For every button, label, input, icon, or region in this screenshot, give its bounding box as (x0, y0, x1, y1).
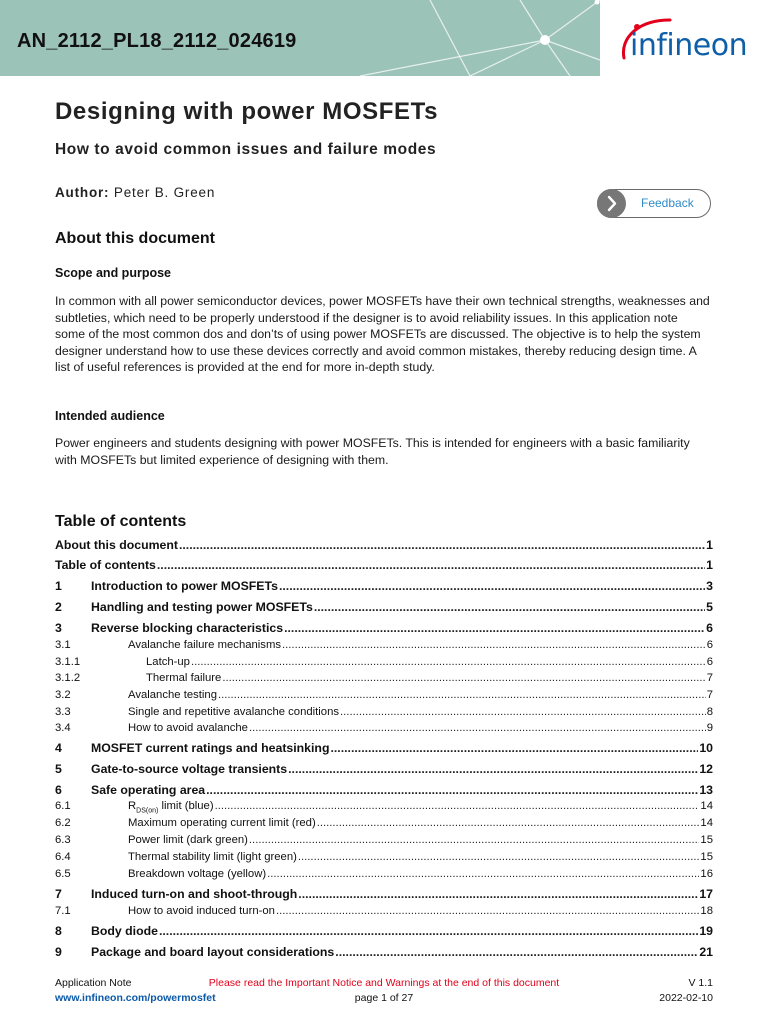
toc-entry[interactable] (55, 558, 713, 574)
toc-entry-page: 1 (706, 538, 713, 552)
toc-dot-leader (276, 905, 699, 917)
toc-entry-page: 8 (706, 706, 713, 718)
toc-entry-page: 10 (699, 741, 713, 755)
footer-notice: Please read the Important Notice and Warnings at the end of this document (208, 977, 560, 989)
toc-entry-page: 18 (700, 905, 713, 917)
toc-entry-number: 7 (55, 887, 62, 901)
infineon-logo (612, 14, 747, 70)
toc-entry[interactable] (55, 639, 713, 655)
toc-entry[interactable] (55, 741, 713, 757)
toc-entry-number: 6.2 (55, 817, 71, 829)
toc-entry-title: About this document (55, 538, 178, 552)
toc-dot-leader (340, 706, 706, 718)
toc-entry[interactable] (55, 834, 713, 850)
toc-entry[interactable] (55, 672, 713, 688)
feedback-label: Feedback (641, 196, 694, 210)
toc-entry-number: 3.1.1 (55, 656, 81, 668)
toc-entry-title: Avalanche failure mechanisms (128, 639, 282, 651)
footer-doc-type: Application Note (55, 977, 132, 989)
toc-entry-title: How to avoid induced turn-on (128, 905, 275, 917)
toc-entry-number: 3.1 (55, 639, 71, 651)
toc-entry[interactable] (55, 817, 713, 833)
about-heading: About this document (55, 230, 215, 247)
toc-entry-number: 3.1.2 (55, 672, 81, 684)
toc-entry-title: Latch-up (146, 656, 190, 668)
toc-entry-page: 9 (706, 722, 713, 734)
footer-url-link[interactable]: www.infineon.com/powermosfet (55, 992, 216, 1004)
toc-entry[interactable] (55, 851, 713, 867)
footer-version: V 1.1 (688, 977, 713, 989)
toc-dot-leader (284, 621, 705, 635)
toc-entry[interactable] (55, 868, 713, 884)
toc-entry-number: 6.5 (55, 868, 71, 880)
document-id: AN_2112_PL18_2112_024619 (17, 30, 297, 52)
toc-dot-leader (179, 538, 705, 552)
toc-entry-title: Safe operating area (91, 783, 206, 797)
toc-dot-leader (215, 800, 700, 812)
toc-entry-page: 21 (699, 945, 713, 959)
toc-entry-title: Maximum operating current limit (red) (128, 817, 316, 829)
toc-entry-number: 8 (55, 924, 62, 938)
toc-entry-title: Gate-to-source voltage transients (91, 762, 288, 776)
toc-entry-page: 1 (706, 558, 713, 572)
toc-entry-number: 6.1 (55, 800, 71, 812)
document-subtitle: How to avoid common issues and failure modes (55, 141, 437, 158)
toc-entry-title: Table of contents (55, 558, 156, 572)
toc-entry[interactable] (55, 600, 713, 616)
scope-heading: Scope and purpose (55, 266, 171, 280)
toc-dot-leader (267, 868, 699, 880)
toc-dot-leader (317, 817, 700, 829)
toc-entry-page: 6 (706, 639, 713, 651)
toc-entry-page: 15 (700, 834, 713, 846)
toc-entry-title: How to avoid avalanche (128, 722, 248, 734)
toc-entry-page: 19 (699, 924, 713, 938)
toc-entry-page: 14 (700, 817, 713, 829)
toc-entry-page: 7 (706, 689, 713, 701)
toc-dot-leader (191, 656, 706, 668)
toc-entry[interactable] (55, 762, 713, 778)
toc-dot-leader (288, 762, 698, 776)
toc-entry-page: 6 (706, 621, 713, 635)
audience-heading: Intended audience (55, 409, 165, 423)
toc-entry-page: 12 (699, 762, 713, 776)
toc-entry-number: 3.2 (55, 689, 71, 701)
toc-entry-number: 3.3 (55, 706, 71, 718)
toc-entry-page: 6 (706, 656, 713, 668)
toc-entry-title: MOSFET current ratings and heatsinking (91, 741, 330, 755)
toc-entry[interactable] (55, 800, 713, 816)
toc-entry-number: 3.4 (55, 722, 71, 734)
toc-entry-title: Power limit (dark green) (128, 834, 248, 846)
toc-entry[interactable] (55, 689, 713, 705)
toc-dot-leader (298, 887, 698, 901)
toc-entry-number: 4 (55, 741, 62, 755)
toc-entry-number: 6.4 (55, 851, 71, 863)
toc-dot-leader (157, 558, 705, 572)
toc-entry-page: 16 (700, 868, 713, 880)
toc-entry-page: 17 (699, 887, 713, 901)
toc-entry-page: 13 (699, 783, 713, 797)
toc-entry-title: Thermal failure (146, 672, 222, 684)
toc-entry-number: 7.1 (55, 905, 71, 917)
toc-dot-leader (206, 783, 698, 797)
toc-entry[interactable] (55, 722, 713, 738)
toc-entry-page: 15 (700, 851, 713, 863)
toc-entry-title: Handling and testing power MOSFETs (91, 600, 313, 614)
toc-entry-page: 7 (706, 672, 713, 684)
document-title: Designing with power MOSFETs (55, 98, 439, 125)
toc-entry[interactable] (55, 887, 713, 903)
toc-entry-title: Reverse blocking characteristics (91, 621, 284, 635)
toc-dot-leader (249, 834, 700, 846)
feedback-button[interactable] (597, 189, 711, 218)
footer-date: 2022-02-10 (659, 992, 713, 1004)
toc-dot-leader (222, 672, 705, 684)
toc-dot-leader (314, 600, 705, 614)
toc-entry-page: 3 (706, 579, 713, 593)
toc-entry[interactable] (55, 706, 713, 722)
audience-paragraph: Power engineers and students designing with power MOSFETs. This is intended for engineers with a basic familiarity with MOSFETs but limited experience of designing with them. (55, 436, 690, 467)
toc-entry[interactable] (55, 783, 713, 799)
logo-wordmark: infineon (630, 28, 748, 63)
toc-entry-title: $R_{DS(on)}$ limit (blue) (128, 800, 214, 815)
toc-dot-leader (330, 741, 698, 755)
toc-entry-title: Single and repetitive avalanche conditions (128, 706, 340, 718)
toc-dot-leader (298, 851, 700, 863)
toc-entry-number: 1 (55, 579, 62, 593)
author-line (55, 185, 215, 200)
toc-entry-title: Induced turn-on and shoot-through (91, 887, 298, 901)
toc-entry-page: 14 (700, 800, 713, 812)
toc-entry-title: Introduction to power MOSFETs (91, 579, 278, 593)
toc-entry-title: Package and board layout considerations (91, 945, 335, 959)
toc-entry[interactable] (55, 905, 713, 921)
toc-dot-leader (335, 945, 698, 959)
toc-entry[interactable] (55, 538, 713, 554)
toc-entry[interactable] (55, 656, 713, 672)
toc-entry[interactable] (55, 924, 713, 940)
toc-entry-number: 6 (55, 783, 62, 797)
toc-entry[interactable] (55, 945, 713, 961)
toc-entry[interactable] (55, 621, 713, 637)
author-label: Author: (55, 185, 110, 200)
toc-entry-number: 9 (55, 945, 62, 959)
toc-dot-leader (282, 639, 706, 651)
toc-entry-page: 5 (706, 600, 713, 614)
toc-entry-title: Breakdown voltage (yellow) (128, 868, 267, 880)
toc-dot-leader (159, 924, 698, 938)
toc-heading: Table of contents (55, 513, 187, 530)
toc-dot-leader (218, 689, 706, 701)
toc-dot-leader (249, 722, 706, 734)
toc-entry-number: 3 (55, 621, 62, 635)
toc-dot-leader (279, 579, 705, 593)
toc-entry-title: Avalanche testing (128, 689, 217, 701)
toc-entry-number: 2 (55, 600, 62, 614)
toc-entry-number: 6.3 (55, 834, 71, 846)
footer-page-number: page 1 of 27 (354, 992, 414, 1004)
author-name: Peter B. Green (113, 185, 216, 200)
toc-entry[interactable] (55, 579, 713, 595)
toc-entry-title: Thermal stability limit (light green) (128, 851, 297, 863)
chevron-right-icon (597, 189, 626, 218)
toc-entry-title: Body diode (91, 924, 158, 938)
scope-paragraph: In common with all power semiconductor devices, power MOSFETs have their own technical strengths, weaknesses and subtleties, which need to be properly understood if the designer is to avoid reliability issues. In this application note some of the most common dos and don’ts of using power MOSFETs are discussed. The objective is to help the system designer understand how to use these devices correctly and avoid common mistakes, thereby reducing design time. A list of useful references is provided at the end for more in-depth study. (55, 294, 710, 375)
toc-entry-title-subscript: DS(on) (136, 807, 159, 815)
toc-entry-number: 5 (55, 762, 62, 776)
